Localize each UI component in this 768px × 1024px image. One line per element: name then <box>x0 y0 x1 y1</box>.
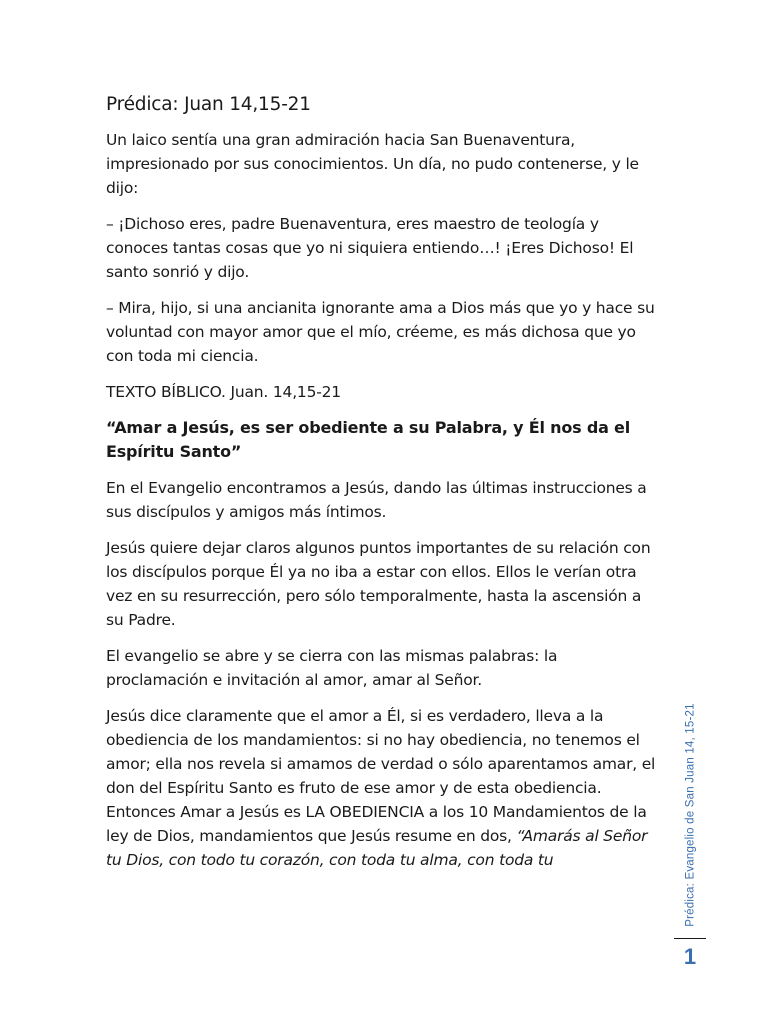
side-header-text: Prédica: Evangelio de San Juan 14, 15-21 <box>685 703 697 927</box>
page-number: 1 <box>683 944 697 969</box>
side-running-header <box>680 695 702 935</box>
commandment-quote: “Amarás al Señor tu Dios, con todo tu corazón, con toda tu alma, con toda tu <box>106 827 648 869</box>
paragraph-obedience <box>106 704 662 872</box>
paragraph-relationship: Jesús quiere dejar claros algunos puntos importantes de su relación con los discípulos porque Él ya no iba a estar con ellos. Ellos le verían otra vez en su resurrección, pero sólo temporalmente, hasta la ascensión a su Padre. <box>106 539 651 629</box>
paragraph-obedience-text: Jesús dice claramente que el amor a Él, si es verdadero, lleva a la obediencia de los mandamientos: si no hay obediencia, no tenemos el amor; ella nos revela si amamos de verdad o sólo aparentamos amar, el don del Espíritu Santo es fruto de ese amor y de esta obediencia. Entonces Amar a Jesús es LA OBEDIENCIA a los 10 Mandamientos de la ley de Dios, mandamientos que Jesús resume en dos, <box>106 707 656 845</box>
paragraph-dialogue-1: – ¡Dichoso eres, padre Buenaventura, eres maestro de teología y conoces tantas cosas que yo ni siquiera entiendo…! ¡Eres Dichoso! El santo sonrió y dijo. <box>106 215 634 281</box>
paragraph-opening-closing: El evangelio se abre y se cierra con las mismas palabras: la proclamación e invitación al amor, amar al Señor. <box>106 647 558 689</box>
paragraph-gospel-intro: En el Evangelio encontramos a Jesús, dando las últimas instrucciones a sus discípulos y amigos más íntimos. <box>106 479 647 521</box>
document-body <box>106 92 662 884</box>
footer-divider <box>674 938 706 939</box>
paragraph-bible-reference: TEXTO BÍBLICO. Juan. 14,15-21 <box>106 383 341 401</box>
paragraph-dialogue-2: – Mira, hijo, si una ancianita ignorante ama a Dios más que yo y hace su voluntad con mayor amor que el mío, créeme, es más dichosa que yo con toda mi ciencia. <box>106 299 655 365</box>
paragraph-intro: Un laico sentía una gran admiración hacia San Buenaventura, impresionado por sus conocimientos. Un día, no pudo contenerse, y le dijo: <box>106 131 639 197</box>
page-title: Prédica: Juan 14,15-21 <box>106 94 311 115</box>
section-subtitle: “Amar a Jesús, es ser obediente a su Palabra, y Él nos da el Espíritu Santo” <box>106 418 630 461</box>
